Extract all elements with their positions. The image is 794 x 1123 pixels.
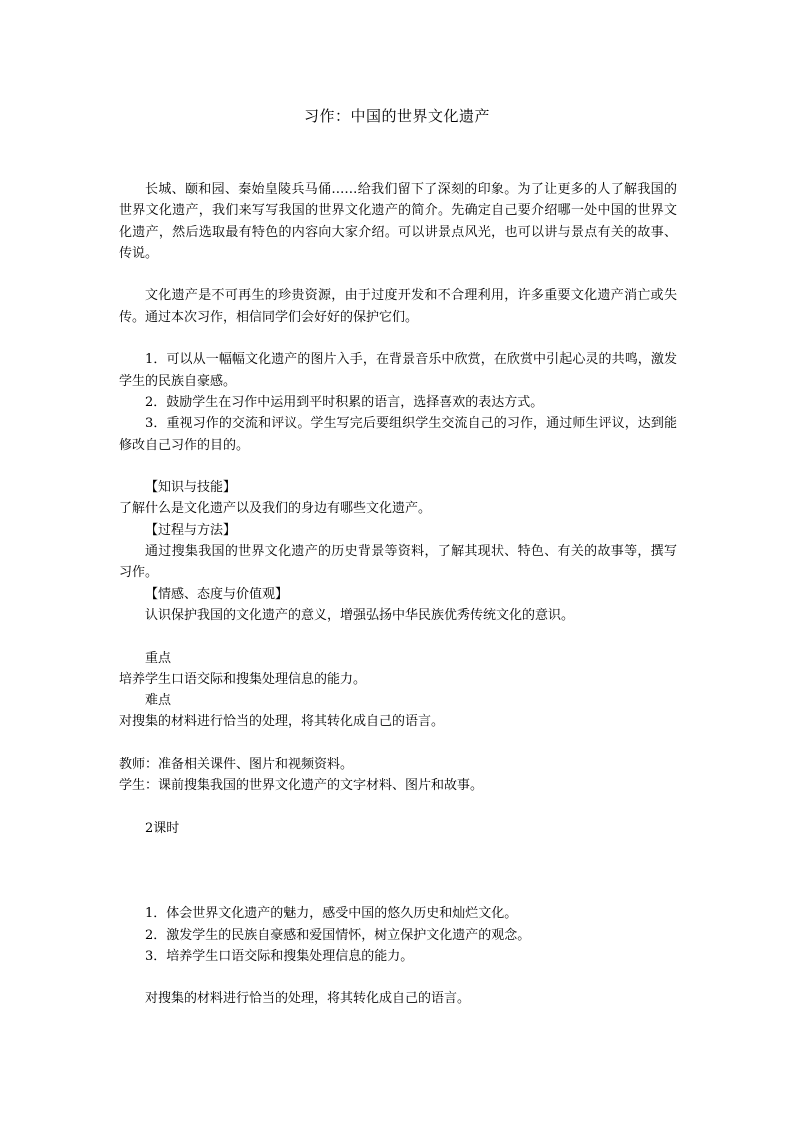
- class-period: 2课时: [145, 820, 180, 836]
- spacer: [119, 733, 677, 754]
- intro-paragraph-1: 长城、颐和园、秦始皇陵兵马俑……给我们留下了深刻的印象。为了让更多的人了解我国的世界文化遗产，我们来写写我国的世界文化遗产的简介。先确定自己要介绍哪一处中国的世界文化遗产，然后选取最有特色的内容向大家介绍。可以讲景点风光，也可以讲与景点有关的故事、传说。: [119, 182, 677, 261]
- goal-2: 2．激发学生的民族自豪感和爱国情怀，树立保护文化遗产的观念。: [145, 927, 531, 943]
- spacer: [119, 797, 677, 818]
- goal-3: 3．培养学生口语交际和搜集处理信息的能力。: [145, 948, 414, 964]
- process-text: 通过搜集我国的世界文化遗产的历史背景等资料，了解其现状、特色、有关的故事等，撰写习作。: [119, 544, 677, 581]
- spacer: [119, 456, 677, 477]
- emotion-text: 认识保护我国的文化遗产的意义，增强弘扬中华民族优秀传统文化的意识。: [145, 607, 575, 623]
- document-body: [119, 179, 677, 1010]
- difficult-point-label: 难点: [145, 693, 172, 709]
- knowledge-text: 了解什么是文化遗产以及我们的身边有哪些文化遗产。: [119, 501, 432, 517]
- page-title: 习作：中国的世界文化遗产: [303, 107, 490, 125]
- emotion-heading: 【情感、态度与价值观】: [145, 586, 289, 602]
- spacer: [119, 264, 677, 285]
- process-heading: 【过程与方法】: [145, 522, 237, 538]
- knowledge-heading: 【知识与技能】: [145, 480, 237, 496]
- goal-1: 1．体会世界文化遗产的魅力，感受中国的悠久历史和灿烂文化。: [145, 906, 518, 922]
- spacer: [119, 967, 677, 988]
- spacer: [119, 328, 677, 349]
- spacer: [119, 626, 677, 647]
- design-point-1: 1．可以从一幅幅文化遗产的图片入手，在背景音乐中欣赏，在欣赏中引起心灵的共鸣，激发学生的民族自豪感。: [119, 352, 677, 389]
- student-preparation: 学生：课前搜集我国的世界文化遗产的文字材料、图片和故事。: [119, 778, 484, 794]
- design-point-2: 2．鼓励学生在习作中运用到平时积累的语言，选择喜欢的表达方式。: [145, 394, 544, 410]
- spacer: [119, 839, 677, 903]
- teacher-preparation: 教师：准备相关课件、图片和视频资料。: [119, 757, 354, 773]
- key-point-text: 培养学生口语交际和搜集处理信息的能力。: [119, 671, 367, 687]
- final-note: 对搜集的材料进行恰当的处理，将其转化成自己的语言。: [145, 991, 471, 1007]
- key-point-label: 重点: [145, 650, 172, 666]
- intro-paragraph-2: 文化遗产是不可再生的珍贵资源，由于过度开发和不合理利用，许多重要文化遗产消亡或失传。通过本次习作，相信同学们会好好的保护它们。: [119, 288, 677, 325]
- difficult-point-text: 对搜集的材料进行恰当的处理，将其转化成自己的语言。: [119, 714, 445, 730]
- design-point-3: 3．重视习作的交流和评议。学生写完后要组织学生交流自己的习作，通过师生评议，达到能修改自己习作的目的。: [119, 416, 677, 453]
